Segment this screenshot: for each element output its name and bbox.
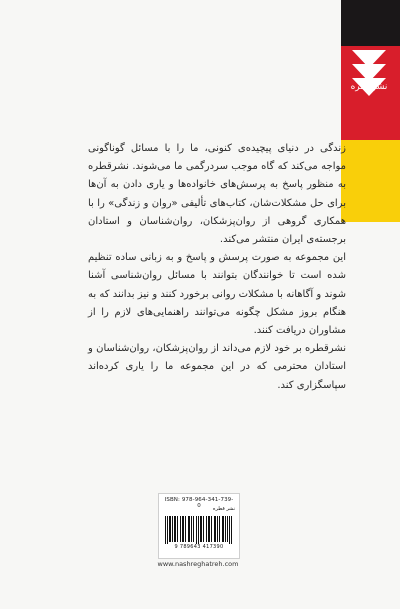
blurb-paragraph-1: زندگی در دنیای پیچیده‌ی کنونی، ما را با مسائل گوناگونی مواجه می‌کند که گاه موجب سردرگمی ما می‌شوند. نشرقطره به منظور پاسخ به پرسش‌های خانواده‌ها و یاری دادن به آن‌ها برای حل مشکلات‌شان، کتاب‌های تألیفی «روان و زندگی» را با همکاری گروهی از روان‌پزشکان، روان‌شناسان و استادان برجسته‌ی ایران منتشر می‌کند. <box>88 143 346 246</box>
publisher-logo-text: نشرقطره <box>350 82 388 92</box>
yellow-stripe <box>341 140 400 222</box>
blurb-paragraph-3: نشرقطره بر خود لازم می‌داند از روان‌پزشکان، روان‌شناسان و استادان محترمی که در این مجموعه ما را یاری کرده‌اند سپاسگزاری کند. <box>88 343 346 391</box>
blurb-text <box>88 140 346 395</box>
barcode-publisher-mark: نشر قطره <box>212 506 235 512</box>
barcode-digits: 9 789643 417390 <box>174 544 224 550</box>
publisher-website: www.nashreghatreh.com <box>157 560 239 568</box>
blurb-paragraph-2: این مجموعه به صورت پرسش و پاسخ و به زبانی ساده تنظیم شده است تا خوانندگان بتوانند با مسائل روان‌شناسی آشنا شوند و آگاهانه با مشکلات روانی برخورد کنند و نیز بدانند که به هنگام بروز مشکل چگونه می‌توانند راهنمایی‌های لازم را از مشاوران دریافت کنند. <box>88 252 346 337</box>
barcode-panel <box>158 493 240 559</box>
barcode-icon <box>165 516 233 544</box>
isbn-label: ISBN: 978-964-341-739-0 <box>164 497 234 509</box>
